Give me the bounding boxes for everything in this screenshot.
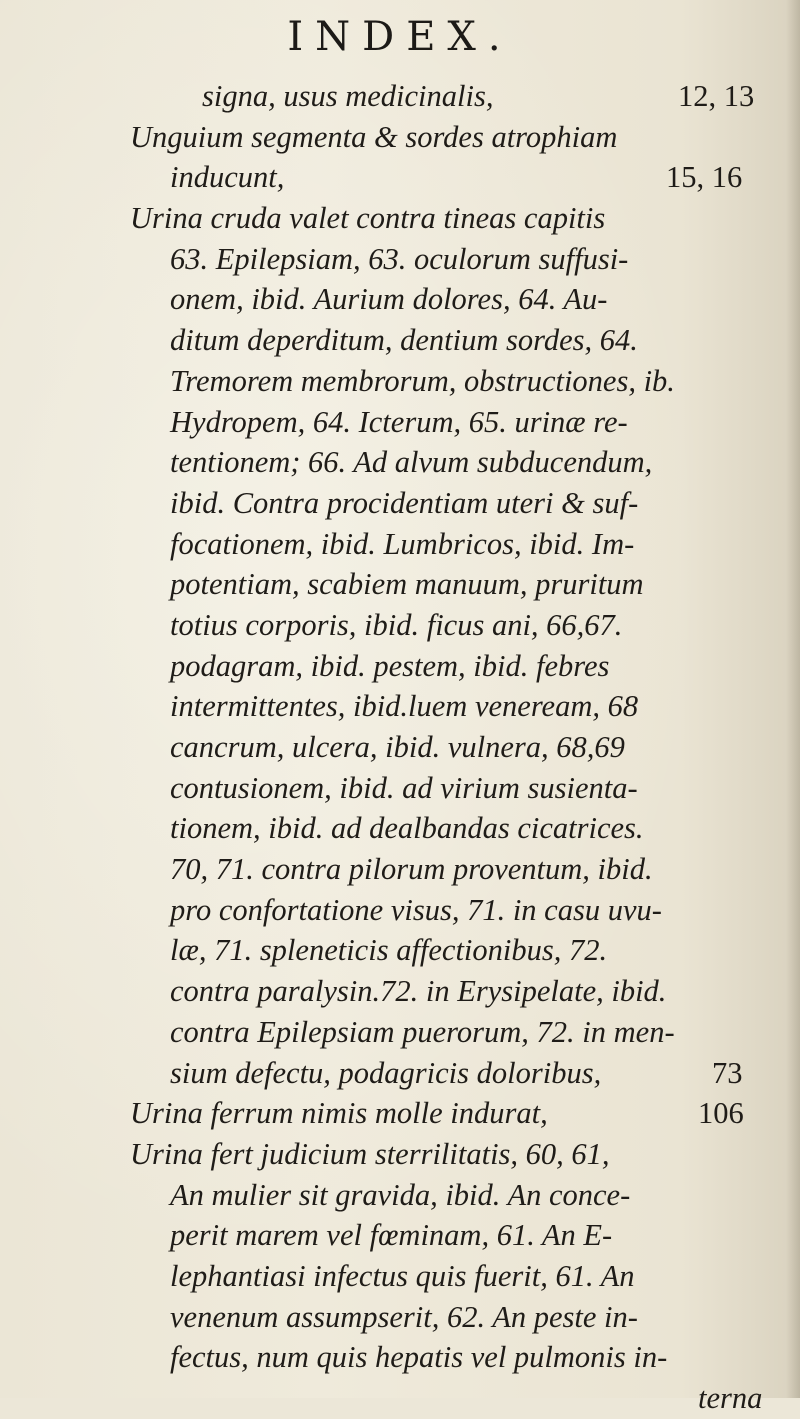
index-line <box>130 76 790 117</box>
index-line <box>130 320 790 361</box>
index-line <box>130 1012 790 1053</box>
index-line <box>130 524 790 565</box>
index-line-text: Urina ferrum nimis molle indurat, <box>130 1096 548 1131</box>
index-line <box>130 1297 790 1338</box>
index-line <box>130 727 790 768</box>
index-line-text: tentionem; 66. Ad alvum subducendum, <box>170 445 653 480</box>
index-line-text: Urina cruda valet contra tineas capitis <box>130 201 606 236</box>
index-line-text: tionem, ibid. ad dealbandas cicatrices. <box>170 811 644 846</box>
index-line <box>130 157 790 198</box>
index-line <box>130 361 790 402</box>
index-line-text: contra Epilepsiam puerorum, 72. in men- <box>170 1014 675 1049</box>
index-line <box>130 849 790 890</box>
index-line <box>130 483 790 524</box>
index-line-text: contusionem, ibid. ad virium susienta- <box>170 770 638 805</box>
index-line <box>130 808 790 849</box>
page-reference: 15, 16 <box>666 160 743 195</box>
index-line-text: lephantiasi infectus quis fuerit, 61. An <box>170 1258 635 1293</box>
index-line <box>130 279 790 320</box>
index-line-text: perit marem vel fœminam, 61. An E- <box>170 1218 613 1253</box>
index-line <box>130 1175 790 1216</box>
index-line <box>130 768 790 809</box>
index-line-text: terna <box>698 1381 763 1415</box>
index-line <box>130 1215 790 1256</box>
index-line <box>130 402 790 443</box>
index-line <box>130 605 790 646</box>
index-line-text: inducunt, <box>170 160 285 195</box>
index-line-text: potentiam, scabiem manuum, pruritum <box>170 567 644 602</box>
index-line-text: onem, ibid. Aurium dolores, 64. Au- <box>170 282 608 317</box>
index-line <box>130 198 790 239</box>
index-line <box>130 1337 790 1378</box>
index-line-text: fectus, num quis hepatis vel pulmonis in- <box>170 1340 668 1375</box>
index-line-text: Hydropem, 64. Icterum, 65. urinæ re- <box>170 404 628 439</box>
index-line-text: Unguium segmenta & sordes atrophiam <box>130 119 618 154</box>
index-line-text: ditum deperditum, dentium sordes, 64. <box>170 323 638 358</box>
index-line-text: ibid. Contra procidentiam uteri & suf- <box>170 485 639 520</box>
page-reference: 73 <box>712 1055 743 1090</box>
index-line-text: signa, usus medicinalis, <box>202 79 494 113</box>
index-line-text: cancrum, ulcera, ibid. vulnera, 68,69 <box>170 730 625 764</box>
index-line <box>130 117 790 158</box>
index-line-text: totius corporis, ibid. ficus ani, 66,67. <box>170 607 623 642</box>
index-line-text: sium defectu, podagricis doloribus, <box>170 1055 602 1090</box>
index-line <box>130 239 790 280</box>
index-line-text: Urina fert judicium sterrilitatis, 60, 61, <box>130 1136 610 1171</box>
index-line-text: pro confortatione visus, 71. in casu uvu- <box>170 892 662 927</box>
index-line-text: focationem, ibid. Lumbricos, ibid. Im- <box>170 526 635 561</box>
index-line <box>130 686 790 727</box>
index-line-text: podagram, ibid. pestem, ibid. febres <box>170 648 610 683</box>
index-line <box>130 564 790 605</box>
index-line <box>130 1134 790 1175</box>
page-reference: 106 <box>698 1096 744 1131</box>
index-line-text: 70, 71. contra pilorum proventum, ibid. <box>170 852 653 887</box>
index-line <box>130 971 790 1012</box>
index-line <box>130 646 790 687</box>
index-line-text: læ, 71. spleneticis affectionibus, 72. <box>170 933 608 968</box>
index-entries <box>130 76 790 1419</box>
index-line <box>130 1053 790 1094</box>
index-line <box>130 1256 790 1297</box>
index-line <box>130 930 790 971</box>
page-reference: 12, 13 <box>678 79 755 113</box>
page-header: INDEX. <box>287 14 513 60</box>
index-line <box>130 1093 790 1134</box>
index-line <box>130 1378 790 1419</box>
index-line-text: contra paralysin.72. in Erysipelate, ibid. <box>170 974 667 1009</box>
index-line <box>130 442 790 483</box>
index-line-text: venenum assumpserit, 62. An peste in- <box>170 1299 638 1334</box>
index-line-text: intermittentes, ibid.luem veneream, 68 <box>170 689 639 724</box>
index-line <box>130 890 790 931</box>
index-line-text: 63. Epilepsiam, 63. oculorum suffusi- <box>170 241 629 276</box>
index-line-text: Tremorem membrorum, obstructiones, ib. <box>170 363 675 398</box>
index-line-text: An mulier sit gravida, ibid. An conce- <box>170 1177 631 1212</box>
